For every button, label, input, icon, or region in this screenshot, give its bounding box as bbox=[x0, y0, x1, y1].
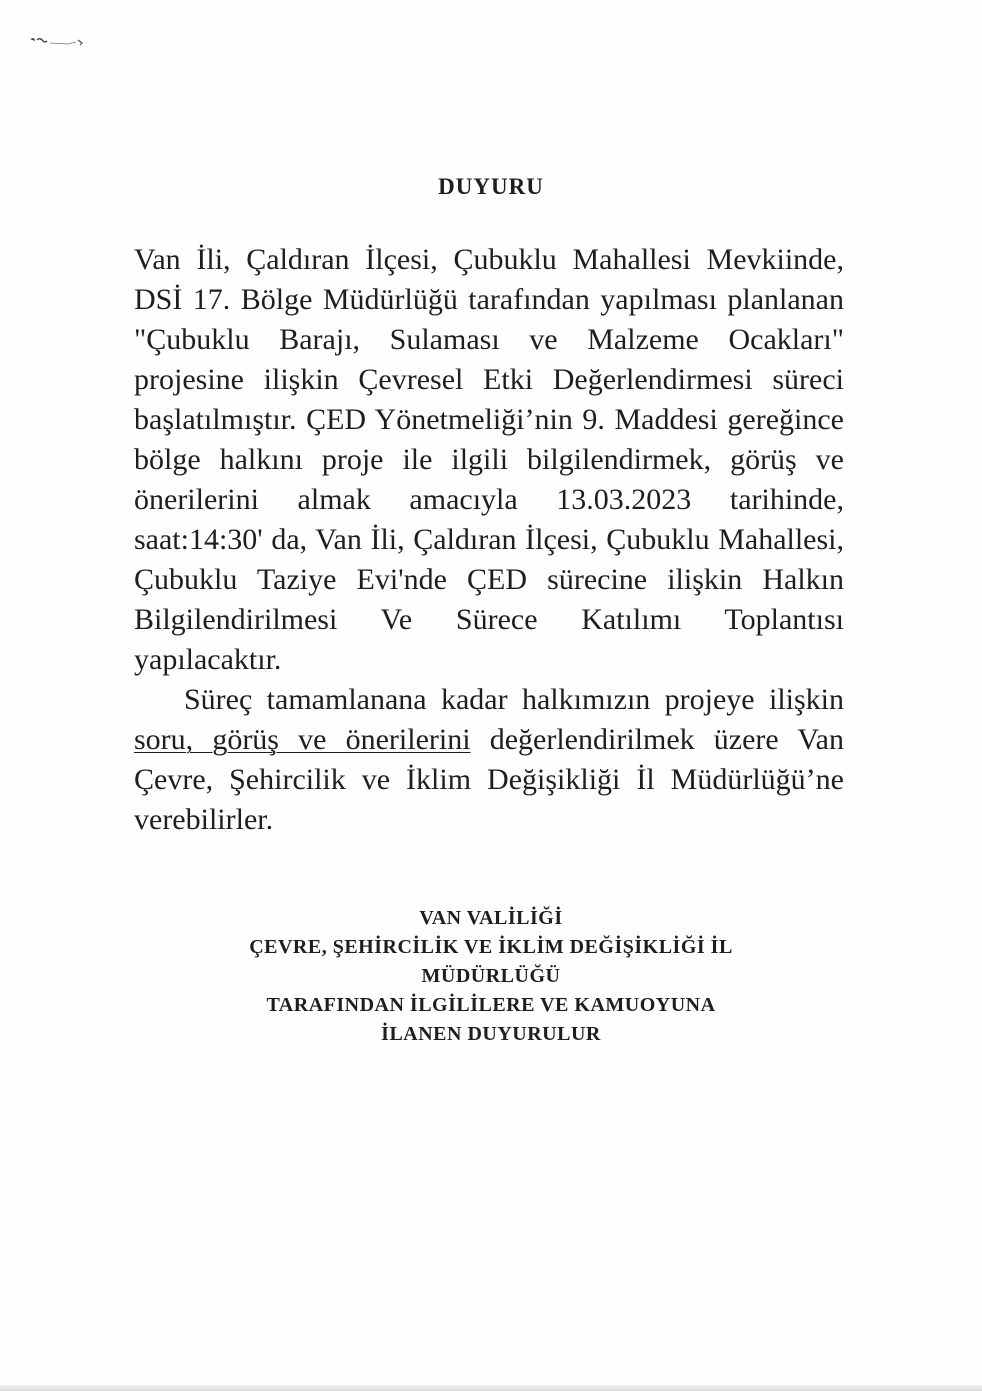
signature-line: TARAFINDAN İLGİLİLERE VE KAMUOYUNA bbox=[266, 994, 716, 1016]
document-title: DUYURU bbox=[438, 174, 544, 199]
signature-line: MÜDÜRLÜĞÜ bbox=[421, 965, 561, 987]
paragraph-2-underlined: soru, görüş ve önerilerini bbox=[134, 723, 471, 756]
scan-bottom-edge bbox=[0, 1385, 982, 1391]
signature-block bbox=[0, 904, 982, 1049]
announcement-paragraph-1: Van İli, Çaldıran İlçesi, Çubuklu Mahallesi Mevkiinde, DSİ 17. Bölge Müdürlüğü tarafından yapılması planlanan "Çubuklu Barajı, Sulaması ve Malzeme Ocakları" projesine ilişkin Çevresel Etki Değerlendirmesi süreci başlatılmıştır. ÇED Yönetmeliği’nin 9. Maddesi gereğince bölge halkını proje ile ilgili bilgilendirmek, görüş ve önerilerini almak amacıyla 13.03.2023 tarihinde, saat:14:30' da, Van İli, Çaldıran İlçesi, Çubuklu Mahallesi, Çubuklu Taziye Evi'nde ÇED sürecine ilişkin Halkın Bilgilendirilmesi Ve Sürece Katılımı Toplantısı yapılacaktır. bbox=[134, 243, 844, 676]
signature-line: ÇEVRE, ŞEHİRCİLİK VE İKLİM DEĞİŞİKLİĞİ İL bbox=[249, 936, 733, 958]
announcement-body bbox=[134, 240, 844, 840]
announcement-paragraph-2 bbox=[134, 680, 844, 840]
signature-line: İLANEN DUYURULUR bbox=[381, 1023, 601, 1045]
paragraph-2-before: Süreç tamamlanana kadar halkımızın projeye ilişkin bbox=[184, 683, 844, 716]
paragraph-2-after: değerlendirilmek üzere Van Çevre, Şehircilik ve İklim Değişikliği İl Müdürlüğü’ne verebilirler. bbox=[134, 723, 844, 836]
signature-line: VAN VALİLİĞİ bbox=[419, 907, 563, 929]
scan-artifact-mark bbox=[28, 30, 88, 50]
